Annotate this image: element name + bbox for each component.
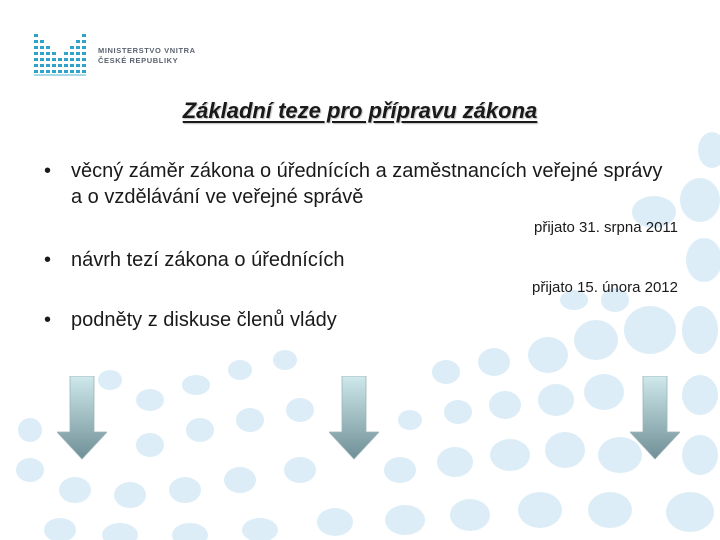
ministry-name <box>98 46 196 66</box>
approval-note: přijato 15. února 2012 <box>532 279 678 296</box>
bullet-marker: • <box>44 309 52 331</box>
ministry-name-line1: MINISTERSTVO VNITRA <box>98 46 196 55</box>
bullet-marker: • <box>44 160 52 182</box>
arrow-down-icon <box>329 376 379 460</box>
slide-title: Základní teze pro přípravu zákona <box>182 98 538 123</box>
bullet-text: návrh tezí zákona o úřednících <box>71 249 345 271</box>
bullet-text: věcný záměr zákona o úřednících a zaměstnancích veřejné správy a o vzdělávání ve veřejné správě <box>71 160 663 208</box>
bullet-item <box>44 158 664 210</box>
arrow-down-icon <box>630 376 680 460</box>
ministry-name-line2: ČESKÉ REPUBLIKY <box>98 56 179 65</box>
ministry-logo <box>34 32 194 80</box>
approval-note: přijato 31. srpna 2011 <box>534 219 678 236</box>
ministry-bar-logo-icon <box>34 32 92 78</box>
arrow-down-icon <box>57 376 107 460</box>
bullet-item <box>44 247 644 273</box>
bullet-item <box>44 307 644 333</box>
bullet-marker: • <box>44 249 52 271</box>
bullet-text: podněty z diskuse členů vlády <box>71 309 337 331</box>
